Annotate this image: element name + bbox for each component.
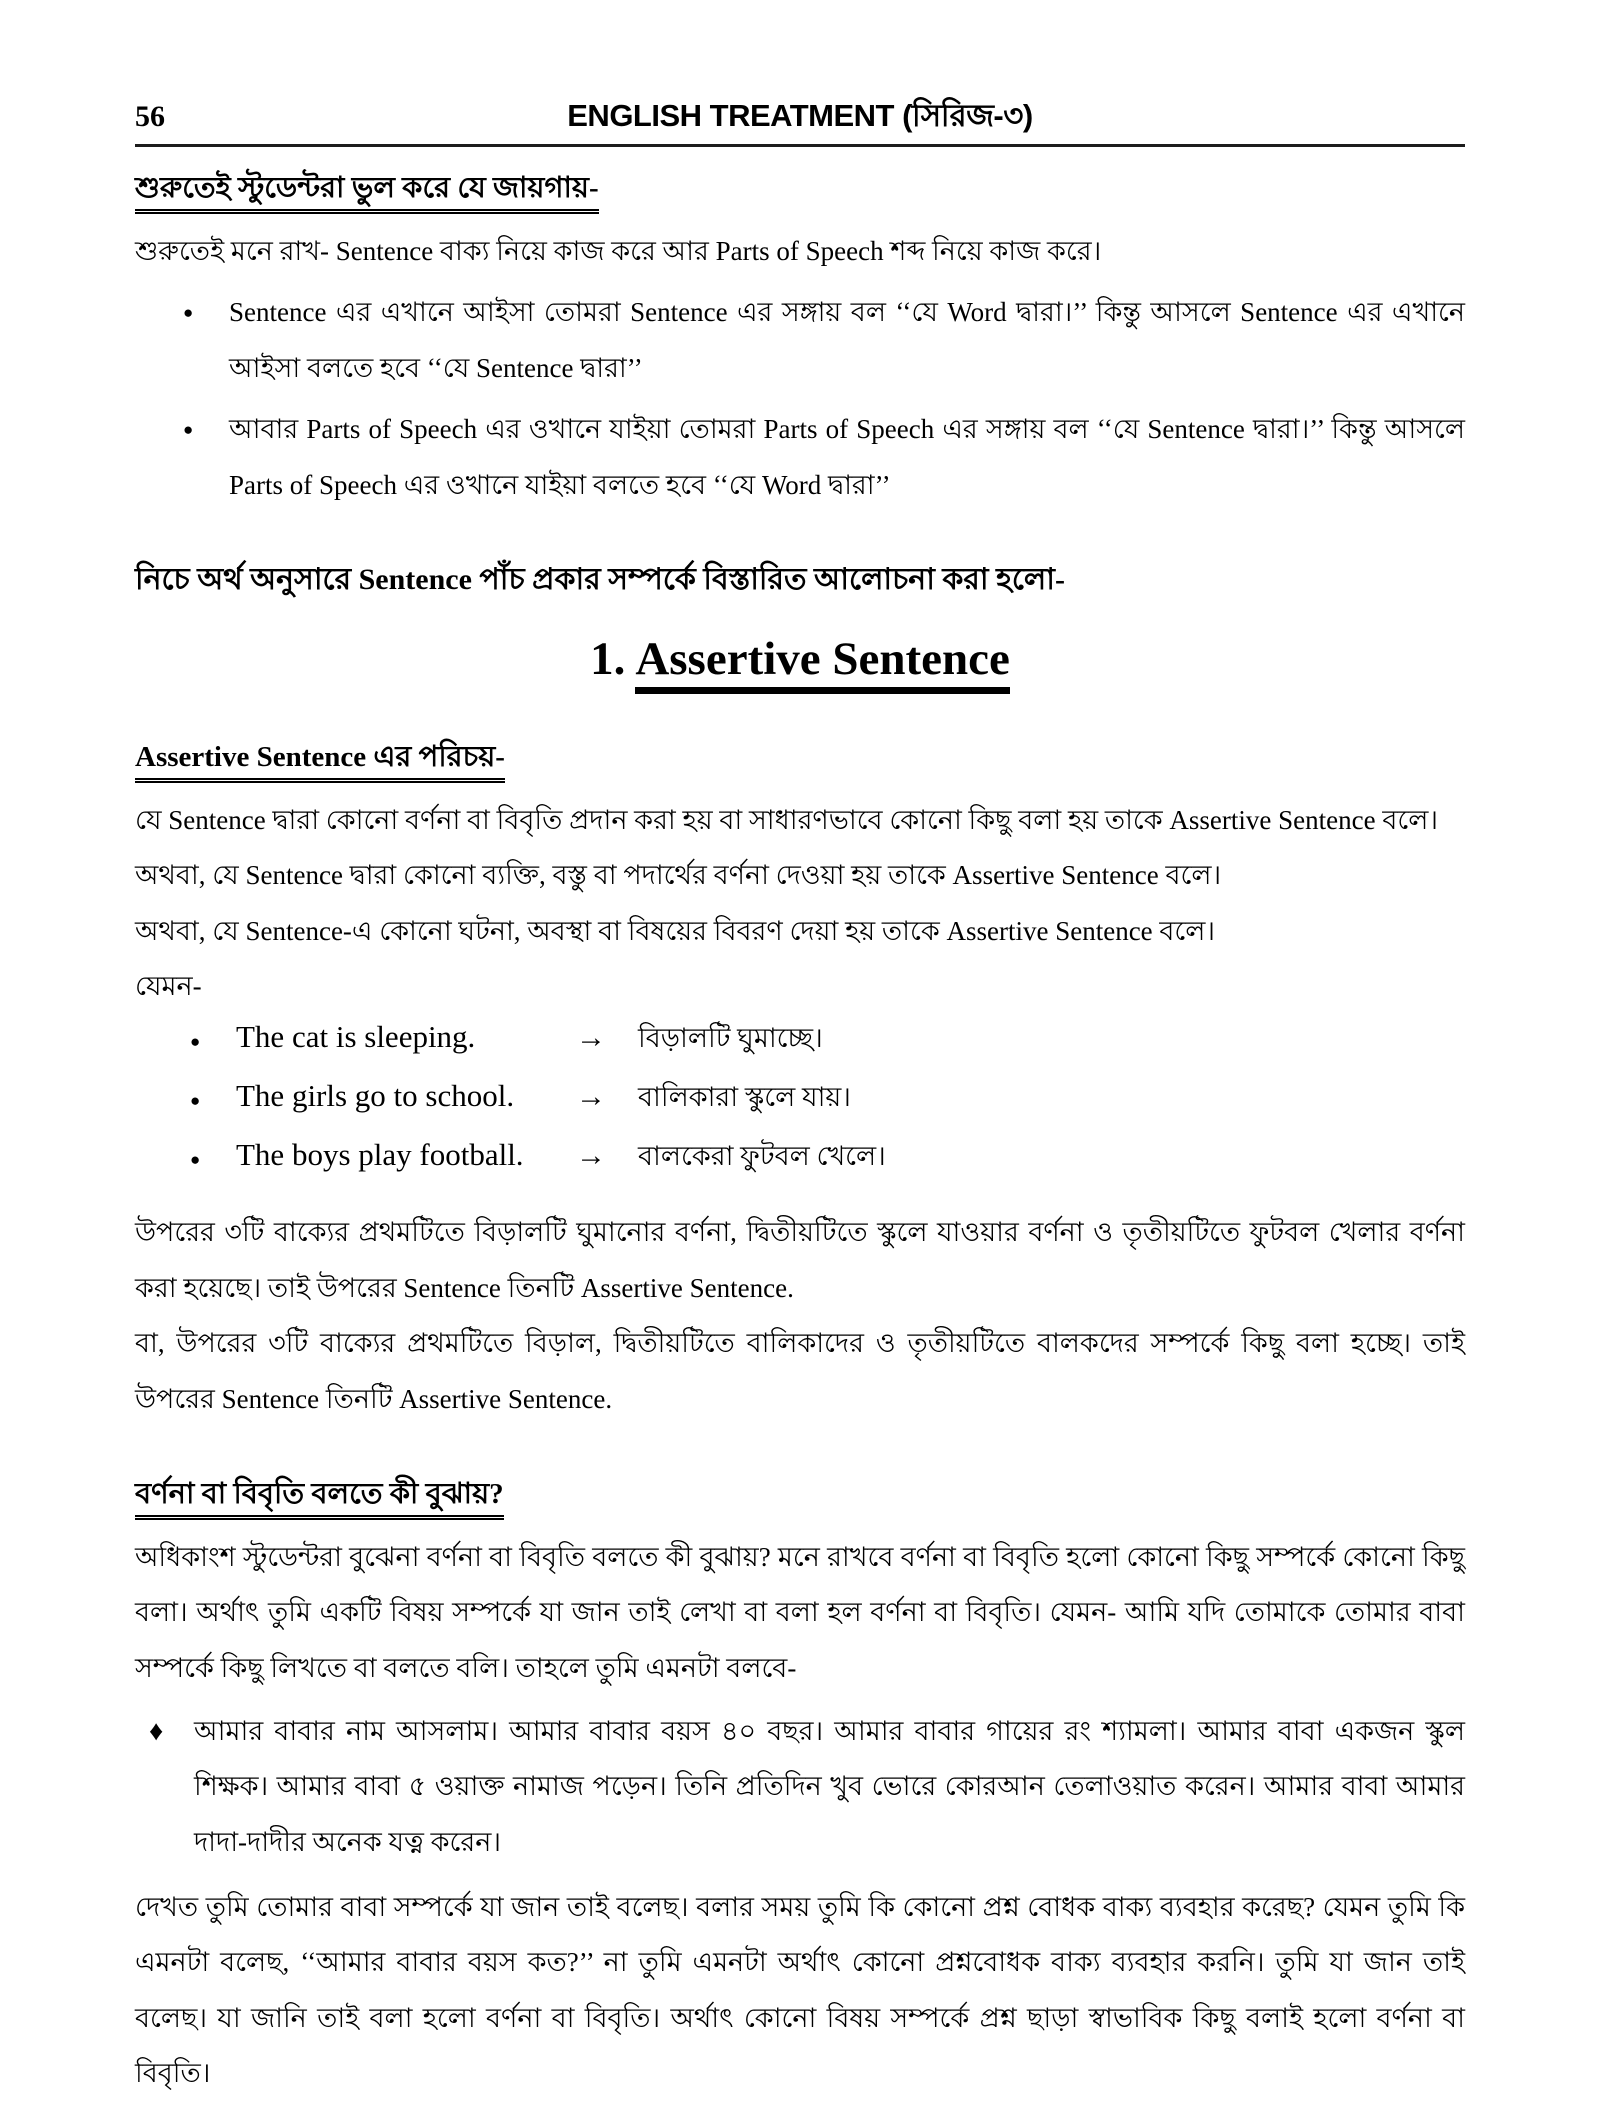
- example-row: [190, 1018, 1465, 1077]
- example-row: [190, 1136, 1465, 1195]
- mistakes-intro-paragraph: শুরুতেই মনে রাখ- Sentence বাক্য নিয়ে কাজ করে আর Parts of Speech শব্দ নিয়ে কাজ করে।: [135, 236, 1102, 267]
- section-mistakes-heading: শুরুতেই স্টুডেন্টরা ভুল করে যে জায়গায়-: [135, 169, 599, 214]
- example-english: The boys play football.: [236, 1137, 524, 1173]
- arrow-right-icon: →: [576, 1139, 606, 1173]
- main-title-number: 1.: [590, 632, 626, 685]
- identity-heading: Assertive Sentence এর পরিচয়-: [135, 738, 505, 783]
- arrow-right-icon: →: [576, 1080, 606, 1114]
- example-bengali: বিড়ালটি ঘুমাচ্ছে।: [638, 1023, 823, 1054]
- definition-3: অথবা, যে Sentence-এ কোনো ঘটনা, অবস্থা বা বিষয়ের বিবরণ দেয়া হয় তাকে Assertive Sentence বলে।: [135, 915, 1216, 946]
- mistake-bullet-1-text: Sentence এর এখানে আইসা তোমরা Sentence এর সঙ্গায় বল ‘‘যে Word দ্বারা।’’ কিন্তু আসলে Sentence এর এখানে আইসা বলতে হবে ‘‘যে Sentence দ্বারা’’: [229, 297, 1465, 383]
- diamond-item-text: আমার বাবার নাম আসলাম। আমার বাবার বয়স ৪০ বছর। আমার বাবার গায়ের রং শ্যামলা। আমার বাবা একজন স্কুল শিক্ষক। আমার বাবা ৫ ওয়াক্ত নামাজ পড়েন। তিনি প্রতিদিন খুব ভোরে কোরআন তেলাওয়াত করেন। আমার বাবা আমার দাদা-দাদীর অনেক যত্ন করেন।: [194, 1716, 1465, 1857]
- definition-2: অথবা, যে Sentence দ্বারা কোনো ব্যক্তি, বস্তু বা পদার্থের বর্ণনা দেওয়া হয় তাকে Assertive Sentence বলে।: [135, 860, 1222, 891]
- mistake-bullet-1: [135, 285, 1465, 396]
- bullet-icon: ●: [190, 1150, 201, 1170]
- description-paragraph-1: অধিকাংশ স্টুডেন্টরা বুঝেনা বর্ণনা বা বিবৃতি বলতে কী বুঝায়? মনে রাখবে বর্ণনা বা বিবৃতি হলো কোনো কিছু সম্পর্কে কোনো কিছু বলা। অর্থাৎ তুমি একটি বিষয় সম্পর্কে যা জান তাই লেখা বা বলা হল বর্ণনা বা বিবৃতি। যেমন- আমি যদি তোমাকে তোমার বাবা সম্পর্কে কিছু লিখতে বা বলতে বলি। তাহলে তুমি এমনটা বলবে-: [135, 1541, 1465, 1683]
- example-english: The girls go to school.: [236, 1078, 515, 1114]
- explanation-1: উপরের ৩টি বাক্যের প্রথমটিতে বিড়ালটি ঘুমানোর বর্ণনা, দ্বিতীয়টিতে স্কুলে যাওয়ার বর্ণনা ও তৃতীয়টিতে ফুটবল খেলার বর্ণনা করা হয়েছে। তাই উপরের Sentence তিনটি Assertive Sentence.: [135, 1217, 1465, 1303]
- bullet-icon: ●: [190, 1091, 201, 1111]
- example-label: যেমন-: [135, 971, 202, 1002]
- bullet-icon: ●: [183, 420, 194, 440]
- page-header: [135, 92, 1465, 134]
- examples-list: [190, 1018, 1465, 1195]
- diamond-list-item: [135, 1704, 1465, 1870]
- bullet-icon: ●: [190, 1032, 201, 1052]
- explanation-2: বা, উপরের ৩টি বাক্যের প্রথমটিতে বিড়াল, দ্বিতীয়টিতে বালিকাদের ও তৃতীয়টিতে বালকদের সম্পর্কে কিছু বলা হচ্ছে। তাই উপরের Sentence তিনটি Assertive Sentence.: [135, 1328, 1465, 1414]
- example-row: [190, 1077, 1465, 1136]
- header-title: ENGLISH TREATMENT (সিরিজ-৩): [567, 98, 1033, 133]
- section-mistakes-heading-wrap: [135, 169, 1465, 214]
- diamond-icon: ♦: [149, 1716, 164, 1748]
- mistake-bullet-2: [135, 402, 1465, 513]
- identity-heading-wrap: [135, 738, 1465, 783]
- description-heading: বর্ণনা বা বিবৃতি বলতে কী বুঝায়?: [135, 1475, 504, 1520]
- main-title-text: Assertive Sentence: [635, 633, 1010, 694]
- description-paragraph-2: দেখত তুমি তোমার বাবা সম্পর্কে যা জান তাই বলেছ। বলার সময় তুমি কি কোনো প্রশ্ন বোধক বাক্য ব্যবহার করেছ? যেমন তুমি কি এমনটা বলেছ, ‘‘আমার বাবার বয়স কত?’’ না তুমি এমনটা অর্থাৎ কোনো প্রশ্নবোধক বাক্য ব্যবহার করনি। তুমি যা জান তাই বলেছ। যা জানি তাই বলা হলো বর্ণনা বা বিবৃতি। অর্থাৎ কোনো বিষয় সম্পর্কে প্রশ্ন ছাড়া স্বাভাবিক কিছু বলাই হলো বর্ণনা বা বিবৃতি।: [135, 1892, 1465, 2089]
- page-number: 56: [135, 100, 165, 133]
- example-bengali: বালিকারা স্কুলে যায়।: [638, 1082, 851, 1113]
- description-heading-wrap: [135, 1475, 1465, 1520]
- definition-1: যে Sentence দ্বারা কোনো বর্ণনা বা বিবৃতি প্রদান করা হয় বা সাধারণভাবে কোনো কিছু বলা হয় তাকে Assertive Sentence বলে।: [135, 805, 1438, 836]
- bullet-icon: ●: [183, 303, 194, 323]
- arrow-right-icon: →: [576, 1021, 606, 1055]
- lead-line: নিচে অর্থ অনুসারে Sentence পাঁচ প্রকার সম্পর্কে বিস্তারিত আলোচনা করা হলো-: [135, 562, 1065, 596]
- header-rule: [135, 144, 1465, 147]
- example-bengali: বালকেরা ফুটবল খেলে।: [638, 1141, 886, 1172]
- mistake-bullet-2-text: আবার Parts of Speech এর ওখানে যাইয়া তোমরা Parts of Speech এর সঙ্গায় বল ‘‘যে Sentence দ্বারা।’’ কিন্তু আসলে Parts of Speech এর ওখানে যাইয়া বলতে হবে ‘‘যে Word দ্বারা’’: [229, 414, 1465, 500]
- main-title: [135, 629, 1465, 690]
- example-english: The cat is sleeping.: [236, 1019, 476, 1055]
